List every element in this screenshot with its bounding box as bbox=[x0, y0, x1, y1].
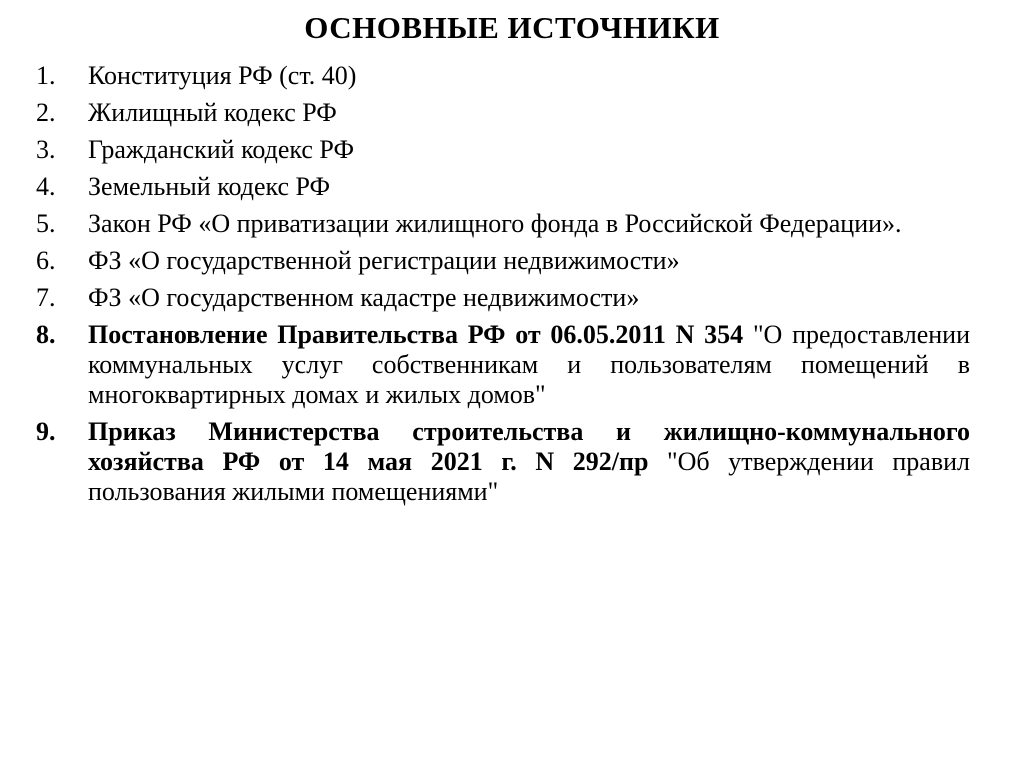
list-item-text: ФЗ «О государственной регистрации недвижимости» bbox=[88, 246, 680, 275]
list-item-number: 4. bbox=[36, 172, 56, 201]
slide-title: ОСНОВНЫЕ ИСТОЧНИКИ bbox=[304, 10, 720, 45]
list-item-regular-text: "Об утверждении правил пользования жилыми помещениями" bbox=[88, 447, 971, 506]
list-item-text: Конституция РФ (ст. 40) bbox=[88, 61, 357, 90]
list-item-bold-text: Приказ Министерства строительства и жилищно-коммунального хозяйства РФ от 14 мая 2021 г. N 292/пр bbox=[88, 417, 970, 476]
list-item-text: ФЗ «О государственном кадастре недвижимости» bbox=[88, 283, 640, 312]
list-item bbox=[36, 98, 970, 128]
list-item-text bbox=[88, 417, 970, 506]
list-item bbox=[36, 320, 970, 410]
list-item-text: Закон РФ «О приватизации жилищного фонда в Российской Федерации». bbox=[88, 209, 902, 238]
list-item-number: 7. bbox=[36, 283, 56, 312]
list-item bbox=[36, 417, 970, 507]
list-item-number: 8. bbox=[36, 320, 56, 349]
list-item-text: Жилищный кодекс РФ bbox=[88, 98, 337, 127]
list-item bbox=[36, 209, 970, 239]
list-item-number: 2. bbox=[36, 98, 56, 127]
list-item-number: 1. bbox=[36, 61, 56, 90]
list-item bbox=[36, 172, 970, 202]
list-item-number: 3. bbox=[36, 135, 56, 164]
list-item-text bbox=[88, 320, 970, 409]
sources-list bbox=[36, 61, 970, 514]
list-item-bold-text: Постановление Правительства РФ от 06.05.2011 N 354 bbox=[88, 320, 744, 349]
list-item-regular-text: "О предоставлении коммунальных услуг собственникам и пользователям помещений в многоквартирных домах и жилых домов" bbox=[88, 320, 971, 409]
list-item-number: 6. bbox=[36, 246, 56, 275]
list-item bbox=[36, 283, 970, 313]
list-item-text: Гражданский кодекс РФ bbox=[88, 135, 354, 164]
list-item bbox=[36, 135, 970, 165]
list-item-number: 5. bbox=[36, 209, 56, 238]
list-item-number: 9. bbox=[36, 417, 56, 446]
list-item-text: Земельный кодекс РФ bbox=[88, 172, 331, 201]
list-item bbox=[36, 246, 970, 276]
list-item bbox=[36, 61, 970, 91]
